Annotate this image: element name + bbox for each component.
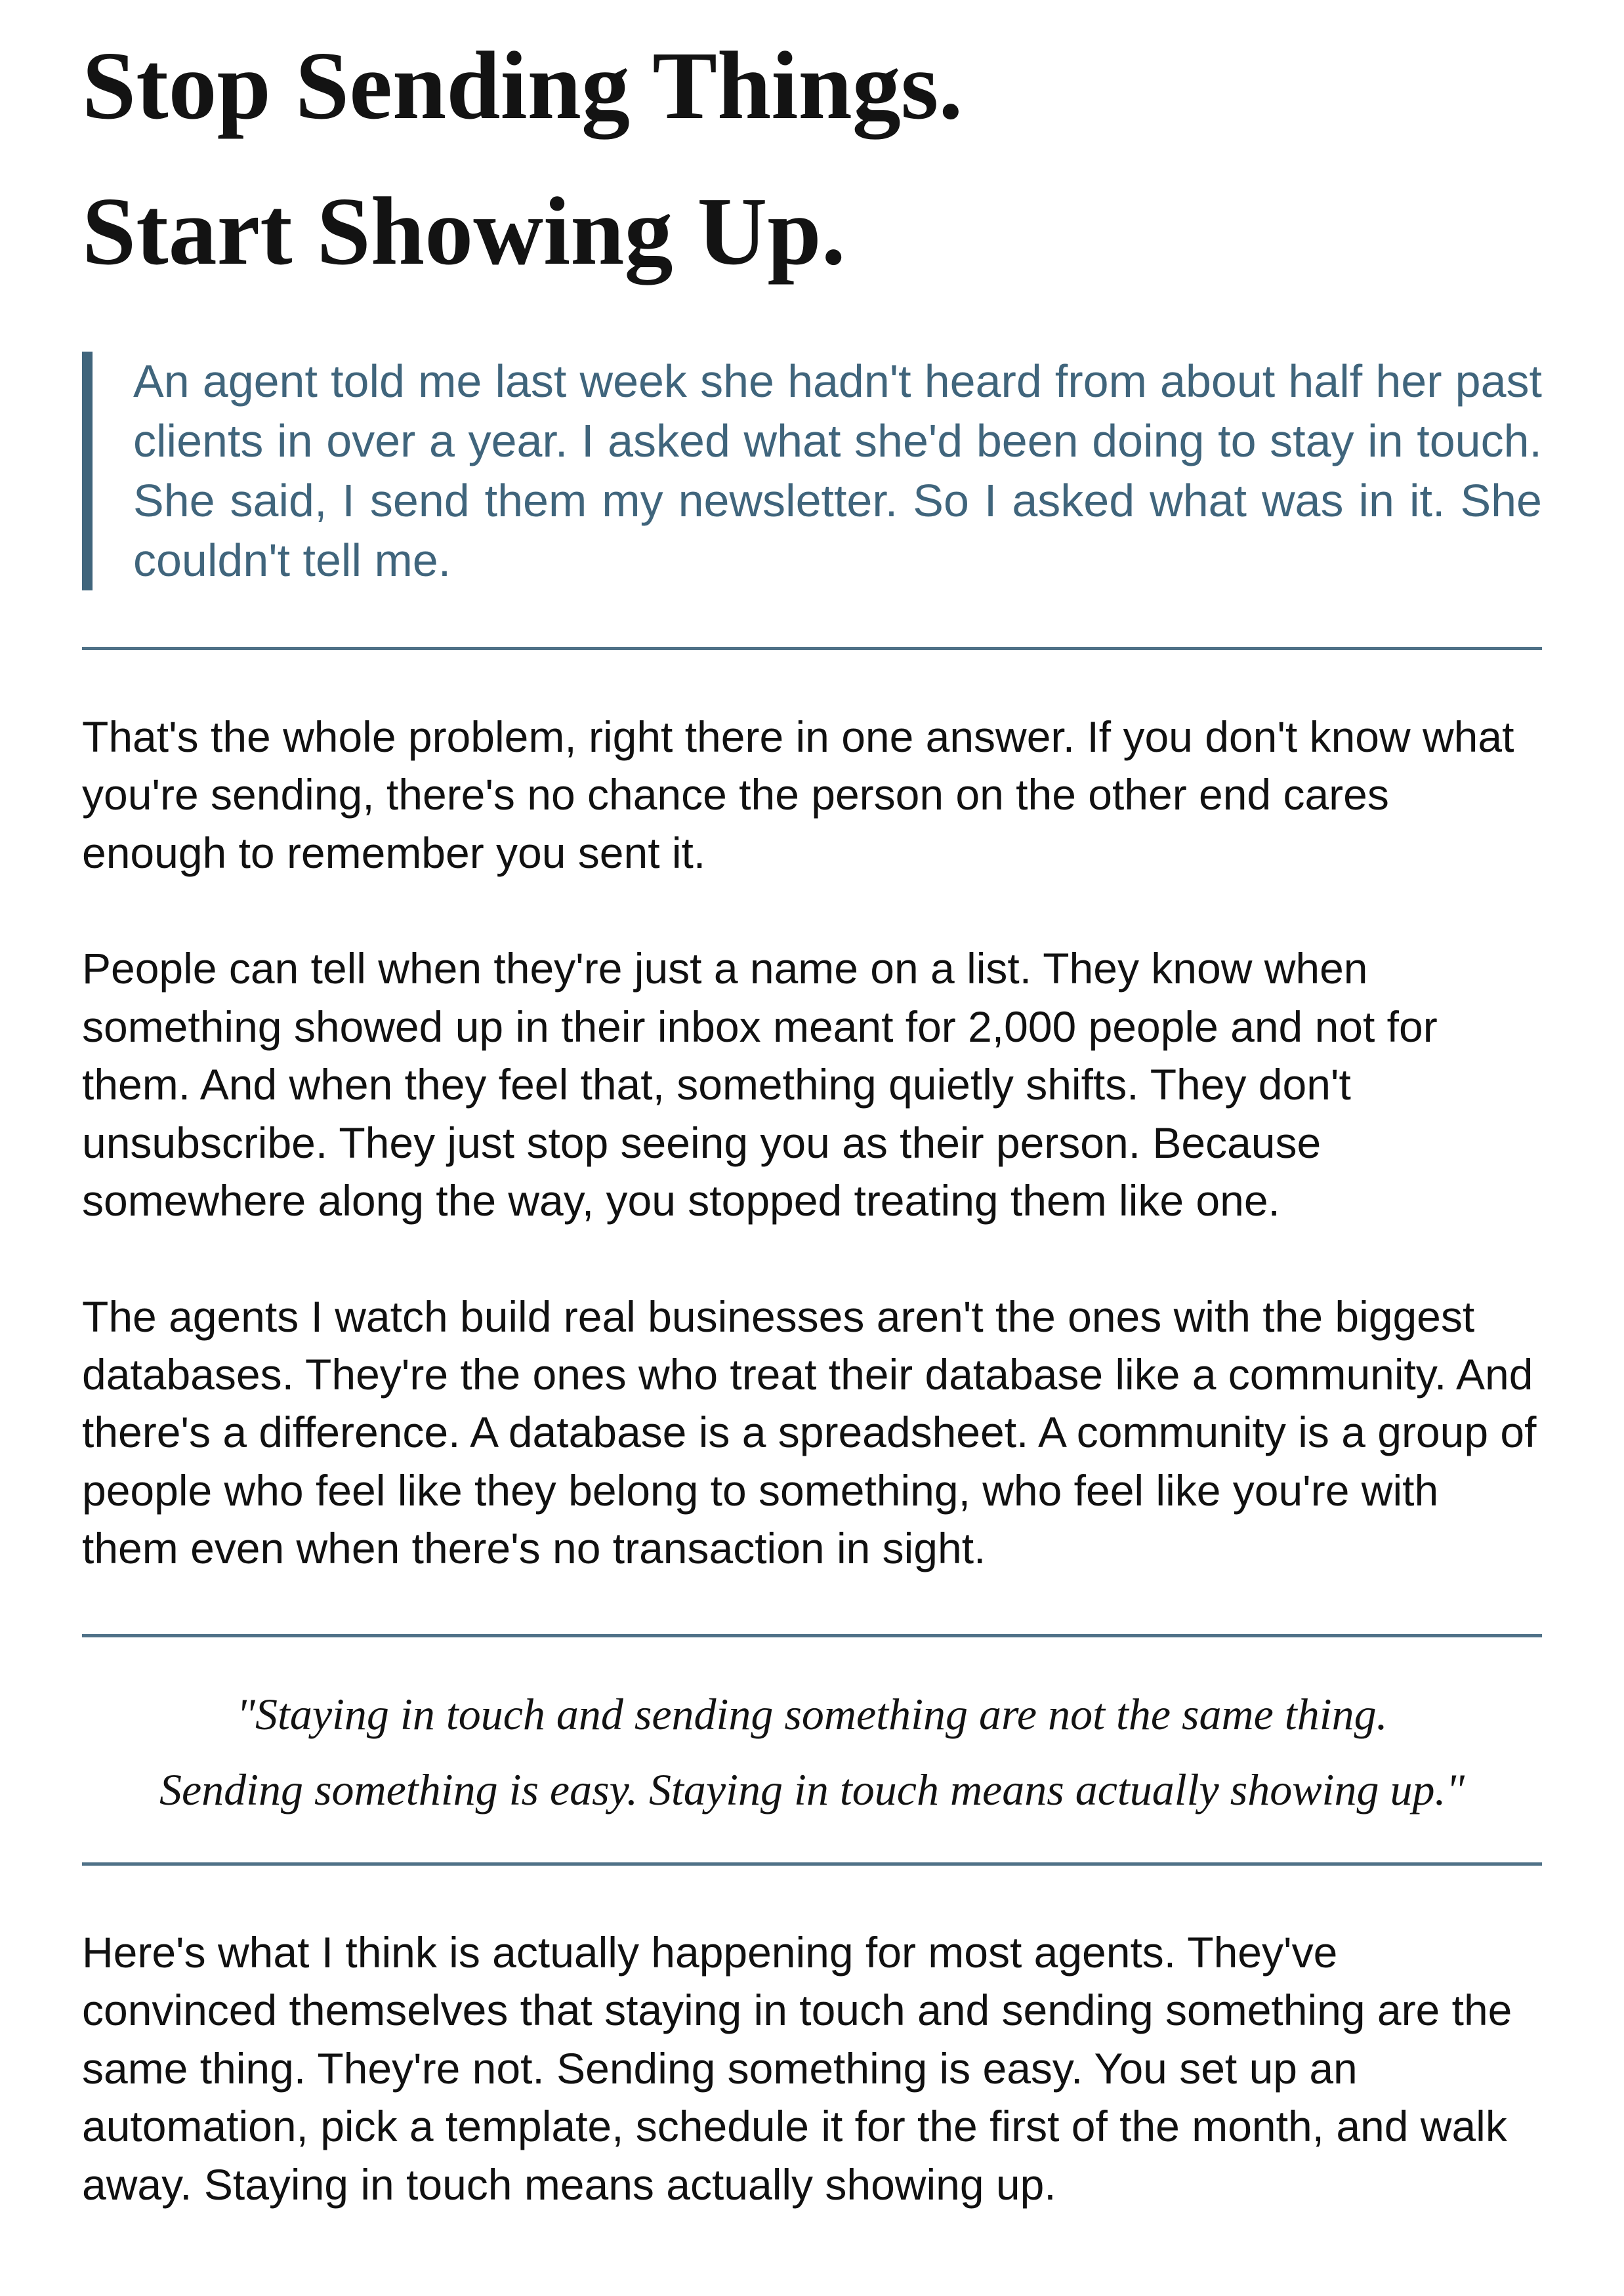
body-paragraph-4: Here's what I think is actually happening for most agents. They've convinced themselves that staying in touch and sending something are the same thing. They're not. Sending something is easy. You set up an automation, pick a template, schedule it for the first of the month, and walk away. Staying in touch means actually showing up. [82, 1927, 1512, 2209]
lead-blockquote [82, 352, 1542, 590]
pull-quote-divider-top [82, 1634, 1542, 1637]
page-title-line-2: Start Showing Up. [82, 178, 846, 285]
section-divider-top [82, 647, 1542, 650]
body-paragraph-2: People can tell when they're just a name on a list. They know when something showed up in their inbox meant for 2,000 people and not for them. And when they feel that, something quietly shifts. They don't unsubscribe. They just stop seeing you as their person. Because somewhere along the way, you stopped treating them like one. [82, 944, 1438, 1225]
pull-quote-divider-bottom [82, 1862, 1542, 1866]
pull-quote [82, 1677, 1542, 1828]
page-title [82, 13, 1542, 304]
lead-blockquote-text: An agent told me last week she hadn't heard from about half her past clients in over a year. I asked what she'd been doing to stay in touch. She said, I send them my newsletter. So I asked what was in it. She couldn't tell me. [133, 356, 1542, 586]
pull-quote-line-1: "Staying in touch and sending something are not the same thing. [236, 1689, 1388, 1739]
body-paragraph-1: That's the whole problem, right there in one answer. If you don't know what you're sending, there's no chance the person on the other end cares enough to remember you sent it. [82, 712, 1514, 877]
body-paragraph-3: The agents I watch build real businesses aren't the ones with the biggest databases. They're the ones who treat their database like a community. And there's a difference. A database is a spreadsheet. A community is a group of people who feel like they belong to something, who feel like you're with them even when there's no transaction in sight. [82, 1292, 1537, 1573]
body-copy-bottom [82, 1923, 1542, 2213]
pull-quote-line-2: Sending something is easy. Staying in touch means actually showing up." [159, 1765, 1465, 1815]
page-title-line-1: Stop Sending Things. [82, 32, 963, 140]
body-copy-top [82, 708, 1542, 1578]
